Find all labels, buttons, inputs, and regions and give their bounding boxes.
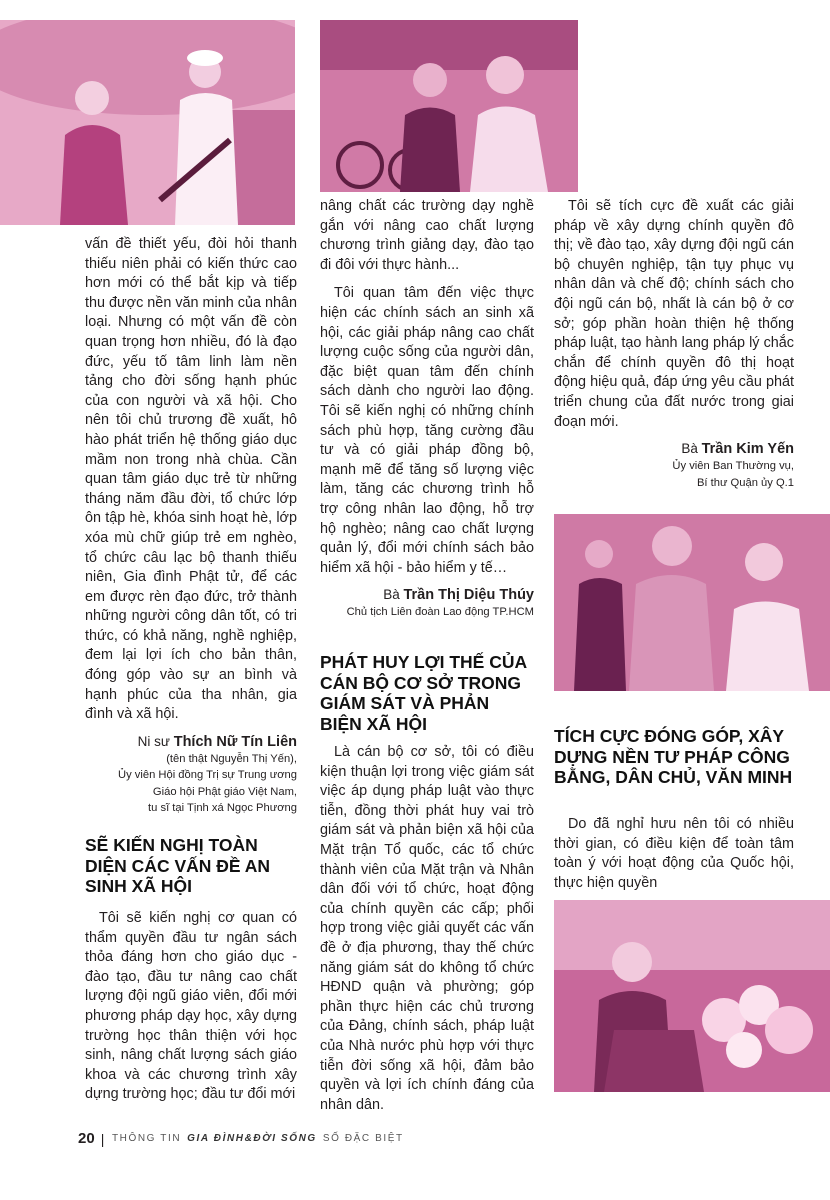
signature-prefix: Bà	[383, 587, 404, 603]
signature-prefix: Ni sư	[137, 733, 174, 749]
photo-nun-and-sailor	[0, 20, 295, 225]
footer-brand: GIA ĐÌNH&ĐỜI SỐNG	[187, 1133, 317, 1144]
footer-suffix: SỐ ĐẶC BIỆT	[322, 1133, 404, 1144]
signature-title-line: Chủ tịch Liên đoàn Lao động TP.HCM	[346, 606, 534, 619]
signature-title-line: (tên thật Nguyễn Thị Yến),	[166, 752, 297, 765]
photo-two-women-talking	[320, 20, 578, 192]
page-number: 20	[78, 1130, 95, 1147]
signature-title-line: Giáo hội Phật giáo Việt Nam,	[152, 785, 297, 798]
signature-name: Trần Kim Yến	[701, 441, 794, 458]
column-1-lower	[85, 909, 297, 1105]
col3-paragraph-2: Do đã nghỉ hưu nên tôi có nhiều thời gian, có điều kiện để toàn tâm toàn ý với hoạt động của Quốc hội, thực hiện quyền	[554, 816, 794, 891]
column-3	[554, 197, 794, 491]
photo-officials-meeting	[554, 514, 830, 691]
col2-paragraph-2: Tôi quan tâm đến việc thực hiện các chính sách an sinh xã hội, các giải pháp nâng cao chất lượng cuộc sống của người dân, đặc biệt quan tâm đến chính sách dành cho người lao động. Tôi sẽ kiến nghị có những chính sách phù hợp, tăng cường đầu tư và có giải pháp đồng bộ, mạnh mẽ để tăng số lượng việc làm, tăng các chương trình hỗ trợ công nhân lao động, hỗ trợ hộ nghèo; nâng cao chất lượng quản lý, đổi mới chính sách bảo hiểm xã hội - bảo hiểm y tế…	[320, 285, 534, 576]
footer-divider: |	[100, 1130, 106, 1147]
section-heading: TÍCH CỰC ĐÓNG GÓP, XÂY DỰNG NỀN TƯ PHÁP CÔNG BẰNG, DÂN CHỦ, VĂN MINH	[554, 726, 793, 787]
column-2	[320, 197, 534, 621]
signature-name-line	[320, 586, 534, 604]
signature-prefix: Bà	[681, 441, 702, 457]
signature-name: Thích Nữ Tín Liên	[173, 733, 297, 750]
photo-speaker-at-podium	[554, 900, 830, 1092]
signature-title-line: tu sĩ tại Tịnh xá Ngọc Phương	[148, 802, 297, 815]
column-1	[85, 235, 297, 817]
page-footer	[78, 1130, 404, 1147]
signature-title-line: Ủy viên Ban Thường vụ,	[672, 460, 794, 473]
col1-paragraph-2: Tôi sẽ kiến nghị cơ quan có thẩm quyền đầu tư ngân sách thỏa đáng hơn cho giáo dục - đào tạo, đầu tư nâng cao chất lượng đội ngũ giáo viên, đổi mới phương pháp dạy học, xây dựng trường học thân thiện với học sinh, nâng chất lượng sách giáo khoa và các chương trình xây dựng trường học; đầu tư đổi mới	[85, 910, 297, 1103]
col3-paragraph-1: Tôi sẽ tích cực đề xuất các giải pháp về xây dựng chính quyền đô thị; về đào tạo, xây dựng đội ngũ cán bộ chuyên nghiệp, tận tụy phục vụ nhân dân và chế độ; chính sách cho đội ngũ cán bộ, nhất là cán bộ ở cơ sở; góp phần hoàn thiện hệ thống pháp luật, tạo hành lang pháp lý chắc chắn để chính quyền đô thị hoạt động hiệu quả, đáp ứng yêu cầu phát triển chung của đất nước trong giai đoạn mới.	[554, 198, 794, 430]
column-3-lower	[554, 815, 794, 893]
col2-paragraph-1: nâng chất các trường dạy nghề gắn với nâng cao chất lượng chương trình giảng dạy, đào tạo đi đôi với thực hành...	[320, 198, 534, 273]
signature-name-line	[554, 440, 794, 458]
section-heading: PHÁT HUY LỢI THẾ CỦA CÁN BỘ CƠ SỞ TRONG GIÁM SÁT VÀ PHẢN BIỆN XÃ HỘI	[320, 652, 527, 734]
signature-title-line: Bí thư Quận ủy Q.1	[696, 476, 794, 489]
section-heading: SẼ KIẾN NGHỊ TOÀN DIỆN CÁC VẤN ĐỀ AN SINH XÃ HỘI	[85, 835, 271, 896]
column-2-lower	[320, 743, 534, 1115]
signature-block-3	[554, 440, 794, 491]
col2-paragraph-3: Là cán bộ cơ sở, tôi có điều kiện thuận lợi trong việc giám sát việc áp dụng pháp luật vào thực tiễn, đồng thời phát huy vai trò giám sát và phản biện xã hội của Mặt trận Tổ quốc, các tổ chức thành viên của Mặt trận và Nhân dân đối với tổ chức, hoạt động của chính quyền các cấp; phối hợp trong việc giải quyết các vấn đề ở địa phương, thay thế chức năng giám sát do không tổ chức HĐND quận và phường; góp phần thực hiện các chủ trương của Đảng, chính sách, pháp luật của Nhà nước phù hợp với thực tiễn đời sống xã hội, đảm bảo quyền và lợi ích chính đáng của nhân dân.	[320, 744, 534, 1113]
signature-block-2	[320, 586, 534, 621]
footer-prefix: THÔNG TIN	[111, 1133, 182, 1144]
signature-name-line	[85, 733, 297, 751]
signature-name: Trần Thị Diệu Thúy	[403, 587, 534, 604]
col1-paragraph: vấn đề thiết yếu, đòi hỏi thanh thiếu niên phải có kiến thức cao hơn mới có thể bắt kịp và tiếp thu được nền văn minh của nhân loại. Nhưng có một vấn đề còn quan trọng hơn nhiều, đó là đạo đức, yếu tố tâm linh làm nền tảng cho đời sống hạnh phúc của con người và xã hội. Cho nên tôi chủ trương đề xuất, hô hào phát triển hệ thống giáo dục mầm non trong nhà chùa. Cần quan tâm giáo dục trẻ từ những tháng năm đầu đời, tổ chức lớp ôn tập hè, khóa sinh hoạt hè, lớp xóa mù chữ giúp trẻ em nghèo, tổ chức câu lạc bộ thanh thiếu niên, Gia đình Phật tử, để các em được rèn đạo đức, trở thành những người công dân tốt, có tri thức, có khả năng, nghề nghiệp, đem lại lợi ích cho bản thân, đóng góp vào sự an bình và hạnh phúc của tha nhân, gia đình và xã hội.	[85, 236, 297, 723]
signature-title-line: Ủy viên Hội đồng Trị sự Trung ương	[117, 769, 297, 782]
signature-block-1	[85, 733, 297, 817]
